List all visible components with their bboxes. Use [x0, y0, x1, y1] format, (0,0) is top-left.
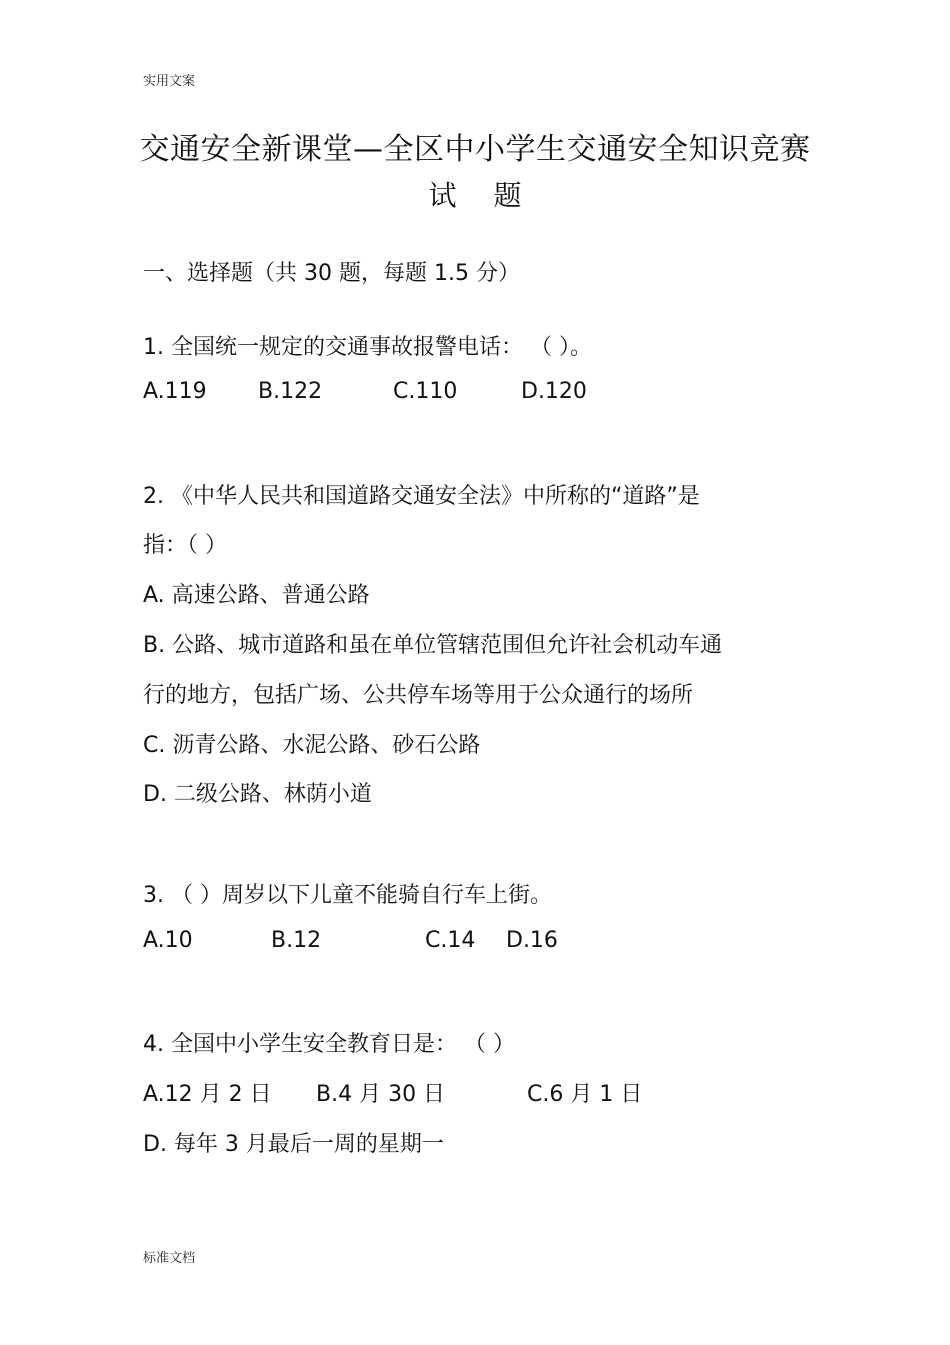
question-4-option-d: D. 每年 3 月最后一周的星期一	[143, 1132, 444, 1157]
question-2-option-b-cont: 行的地方，包括广场、公共停车场等用于公众通行的场所	[143, 683, 694, 708]
question-2-text-line2: 指：（ ）	[143, 533, 227, 558]
question-1-text: 1. 全国统一规定的交通事故报警电话： （ ）。	[143, 335, 592, 360]
document-title: 交通安全新课堂—全区中小学生交通安全知识竞赛	[139, 132, 811, 167]
question-2-option-c: C. 沥青公路、水泥公路、砂石公路	[143, 733, 481, 758]
question-2-option-d: D. 二级公路、林荫小道	[143, 782, 372, 807]
question-3-option-c: C.14	[425, 928, 476, 953]
question-3-option-a: A.10	[143, 928, 193, 953]
question-2-option-b: B. 公路、城市道路和虽在单位管辖范围但允许社会机动车通	[143, 633, 723, 658]
question-3-option-d: D.16	[506, 928, 558, 953]
question-3-text: 3. （ ）周岁以下儿童不能骑自行车上街。	[143, 883, 552, 908]
question-3-option-b: B.12	[271, 928, 322, 953]
question-2-option-a: A. 高速公路、普通公路	[143, 583, 370, 608]
question-2-text-line1: 2. 《中华人民共和国道路交通安全法》中所称的“道路”是	[143, 484, 700, 509]
document-subtitle: 试 题	[428, 179, 522, 212]
question-4-text: 4. 全国中小学生安全教育日是： （ ）	[143, 1032, 515, 1057]
section-heading: 一、选择题（共 30 题，每题 1.5 分）	[143, 261, 520, 286]
question-4-option-c: C.6 月 1 日	[527, 1082, 643, 1107]
question-1-option-c: C.110	[393, 379, 458, 404]
question-1-option-b: B.122	[258, 379, 323, 404]
page-header: 实用文案	[143, 74, 196, 89]
question-1-option-a: A.119	[143, 379, 207, 404]
question-1-option-d: D.120	[521, 379, 587, 404]
page-footer: 标准文档	[143, 1251, 196, 1266]
question-4-option-b: B.4 月 30 日	[316, 1082, 446, 1107]
question-4-option-a: A.12 月 2 日	[143, 1082, 272, 1107]
